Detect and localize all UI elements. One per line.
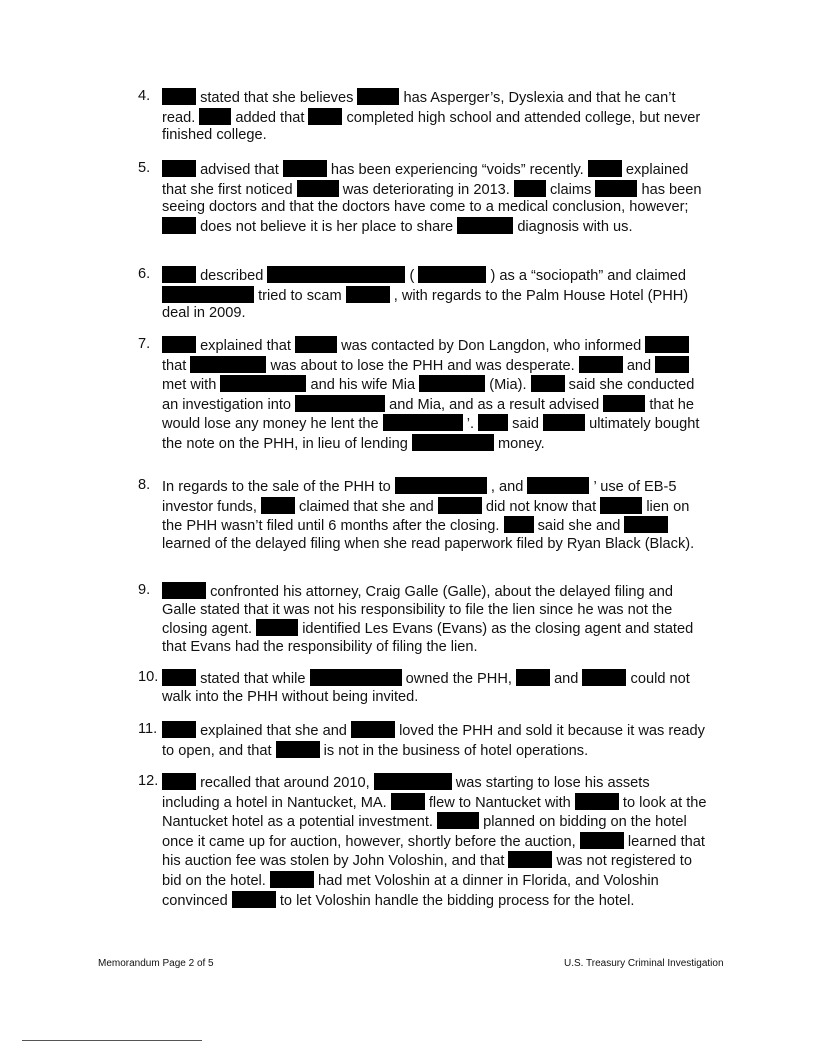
redaction	[276, 741, 320, 758]
redaction	[308, 108, 342, 125]
redaction	[162, 773, 196, 790]
item-number: 6.	[138, 266, 151, 282]
item-text: advised that has been experiencing “voids” recently. explained that she first noticed was deteriorating in 2013. claims has been seeing doctors and that the doctors have come to a medical conclusion, however; does not believe it is her place to share diagnosis with us.	[162, 162, 702, 235]
redaction	[514, 180, 546, 197]
redaction	[391, 793, 425, 810]
item-text: described ( ) as a “sociopath” and claimed tried to scam , with regards to the Palm House Hotel (PHH) deal in 2009.	[162, 268, 689, 322]
redaction	[600, 497, 642, 514]
redaction	[295, 336, 337, 353]
redaction	[199, 108, 231, 125]
redaction	[419, 375, 485, 392]
item-text: stated that while owned the PHH, and could not walk into the PHH without being invited.	[162, 671, 690, 705]
redaction	[457, 217, 513, 234]
redaction	[588, 160, 622, 177]
redaction	[162, 582, 206, 599]
redaction	[162, 721, 196, 738]
redaction	[437, 812, 479, 829]
redaction	[162, 88, 196, 105]
redaction	[374, 773, 452, 790]
redaction	[531, 375, 565, 392]
redaction	[580, 832, 624, 849]
redaction	[162, 286, 254, 303]
redaction	[261, 497, 295, 514]
redaction	[162, 160, 196, 177]
redaction	[582, 669, 626, 686]
item-text: stated that she believes has Asperger’s, Dyslexia and that he can’t read. added that completed high school and attended college, but never finished college.	[162, 90, 701, 144]
redaction	[508, 851, 552, 868]
redaction	[412, 434, 494, 451]
redaction	[283, 160, 327, 177]
redaction	[346, 286, 390, 303]
redaction	[310, 669, 402, 686]
item-number: 9.	[138, 582, 151, 598]
redaction	[418, 266, 486, 283]
redaction	[162, 266, 196, 283]
redaction	[295, 395, 385, 412]
paragraph-6	[138, 266, 710, 323]
redaction	[383, 414, 463, 431]
item-text: In regards to the sale of the PHH to , and ’ use of EB-5 investor funds, claimed that she and did not know that lien on the PHH wasn’t filed until 6 months after the closing. said she and learned of the delayed filing when she read paperwork filed by Ryan Black (Black).	[162, 479, 695, 552]
redaction	[516, 669, 550, 686]
redaction	[297, 180, 339, 197]
redaction	[624, 516, 668, 533]
redaction	[162, 669, 196, 686]
redaction	[220, 375, 306, 392]
item-number: 4.	[138, 88, 151, 104]
paragraph-5	[138, 160, 710, 236]
redaction	[579, 356, 623, 373]
redaction	[232, 891, 276, 908]
item-text: confronted his attorney, Craig Galle (Galle), about the delayed filing and Galle stated that it was not his responsibility to file the lien since he was not the closing agent. identified Les Evans (Evans) as the closing agent and stated that Evans had the responsibility of filing the lien.	[162, 584, 694, 655]
redaction	[162, 217, 196, 234]
redaction	[527, 477, 589, 494]
paragraph-4	[138, 88, 710, 145]
redaction	[655, 356, 689, 373]
redaction	[256, 619, 298, 636]
paragraph-8	[138, 477, 710, 553]
redaction	[267, 266, 405, 283]
redaction	[543, 414, 585, 431]
redaction	[645, 336, 689, 353]
item-number: 8.	[138, 477, 151, 493]
item-number: 12.	[138, 773, 159, 789]
redaction	[478, 414, 508, 431]
item-number: 7.	[138, 336, 151, 352]
redaction	[351, 721, 395, 738]
item-text: explained that was contacted by Don Langdon, who informed that was about to lose the PHH and was desperate. and met with and his wife Mia (Mia). said she conducted an investigation into and Mia, and as a result advised that he would lose any money he lent the ’. said ultimately bought the note on the PHH, in lieu of lending money.	[162, 338, 700, 452]
paragraph-9	[138, 582, 710, 656]
redaction	[603, 395, 645, 412]
paragraph-7	[138, 336, 710, 454]
footer-agency: U.S. Treasury Criminal Investigation	[564, 958, 724, 969]
footer-page-label: Memorandum Page 2 of 5	[98, 958, 214, 969]
redaction	[190, 356, 266, 373]
redaction	[438, 497, 482, 514]
redaction	[504, 516, 534, 533]
redaction	[595, 180, 637, 197]
redaction	[270, 871, 314, 888]
paragraph-12	[138, 773, 710, 910]
redaction	[357, 88, 399, 105]
redaction	[575, 793, 619, 810]
redaction	[395, 477, 487, 494]
item-text: explained that she and loved the PHH and sold it because it was ready to open, and that is not in the business of hotel operations.	[162, 723, 705, 759]
paragraph-10	[138, 669, 710, 706]
item-number: 5.	[138, 160, 151, 176]
bottom-rule	[22, 1040, 202, 1041]
redaction	[162, 336, 196, 353]
item-number: 10.	[138, 669, 159, 685]
item-number: 11.	[138, 721, 158, 737]
paragraph-11	[138, 721, 710, 760]
item-text: recalled that around 2010, was starting to lose his assets including a hotel in Nantucket, MA. flew to Nantucket with to look at the Nantucket hotel as a potential investment. planned on bidding on the hotel once it came up for auction, however, shortly before the auction, learned that his auction fee was stolen by John Voloshin, and that was not registered to bid on the hotel. had met Voloshin at a dinner in Florida, and Voloshin convinced to let Voloshin handle the bidding process for the hotel.	[162, 775, 707, 909]
